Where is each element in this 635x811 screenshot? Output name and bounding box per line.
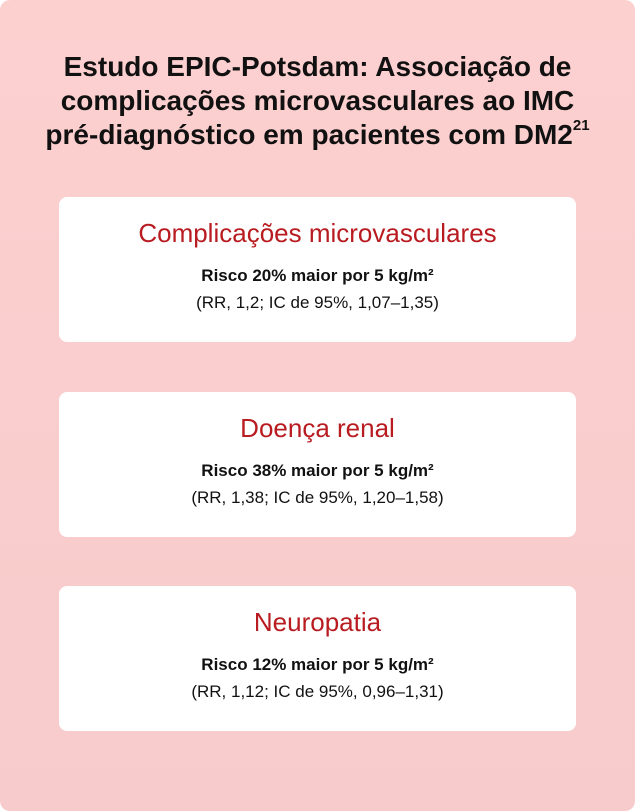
card-confidence-interval: (RR, 1,2; IC de 95%, 1,07–1,35): [196, 293, 439, 312]
title-line-2: complicações microvasculares ao IMC: [60, 85, 575, 116]
title-line-1: Estudo EPIC-Potsdam: Associação de: [63, 51, 572, 82]
card-heading: Doença renal: [240, 413, 395, 443]
card-heading: Complicações microvasculares: [138, 218, 497, 248]
card-microvascular-complications: [59, 197, 576, 342]
card-heading: Neuropatia: [253, 607, 382, 637]
card-kidney-disease: [59, 392, 576, 537]
card-risk-text: Risco 12% maior por 5 kg/m²: [201, 655, 434, 674]
card-risk-text: Risco 20% maior por 5 kg/m²: [201, 266, 434, 285]
page-title: [20, 50, 615, 152]
title-line-3-text: pré-diagnóstico em pacientes com DM2: [45, 119, 573, 150]
card-confidence-interval: (RR, 1,38; IC de 95%, 1,20–1,58): [191, 488, 444, 507]
title-line-3: [20, 118, 615, 152]
card-neuropathy: [59, 586, 576, 731]
card-risk-text: Risco 38% maior por 5 kg/m²: [201, 461, 434, 480]
reference-superscript: 21: [572, 116, 590, 134]
card-confidence-interval: (RR, 1,12; IC de 95%, 0,96–1,31): [191, 682, 444, 701]
